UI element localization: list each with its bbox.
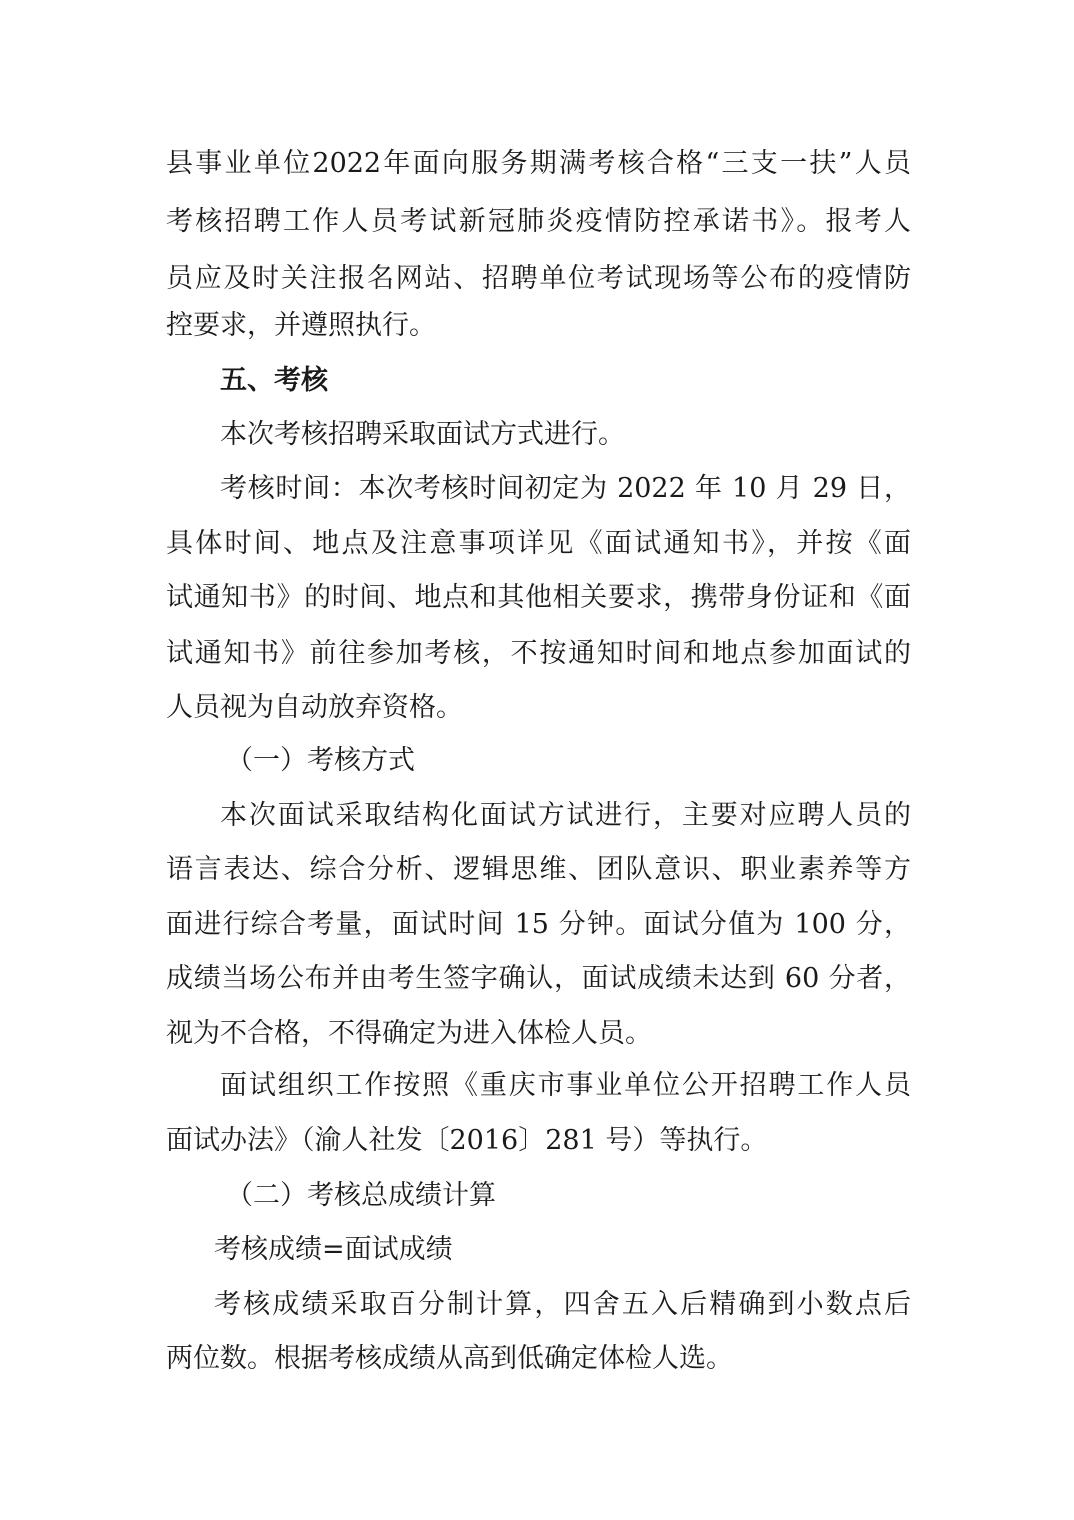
text-line: 面试办法》（渝人社发〔2016〕281 号）等执行。 [166, 1125, 768, 1156]
text-line: 语言表达、综合分析、逻辑思维、团队意识、职业素养等方 [166, 854, 911, 885]
text-line: 人员视为自动放弃资格。 [166, 692, 463, 723]
text-line: 面试组织工作按照《重庆市事业单位公开招聘工作人员 [220, 1070, 911, 1101]
text-line: 县事业单位2022年面向服务期满考核合格“三支一扶”人员 [166, 148, 911, 179]
text-line: 考核成绩采取百分制计算，四舍五入后精确到小数点后 [214, 1289, 911, 1320]
text-line: 考核成绩=面试成绩 [214, 1234, 453, 1265]
text-line: 本次考核招聘采取面试方式进行。 [220, 419, 625, 450]
text-line: 两位数。根据考核成绩从高到低确定体检人选。 [166, 1343, 733, 1374]
subsection-heading: （一）考核方式 [226, 745, 415, 776]
text-line: 试通知书》前往参加考核，不按通知时间和地点参加面试的 [166, 638, 911, 669]
text-line: 具体时间、地点及注意事项详见《面试通知书》，并按《面 [166, 528, 911, 559]
text-line: 控要求，并遵照执行。 [166, 310, 436, 341]
subsection-heading: （二）考核总成绩计算 [226, 1180, 496, 1211]
text-line: 考核时间：本次考核时间初定为 2022 年 10 月 29 日， [220, 473, 911, 504]
text-line: 员应及时关注报名网站、招聘单位考试现场等公布的疫情防 [166, 263, 911, 294]
text-line: 本次面试采取结构化面试方试进行，主要对应聘人员的 [220, 800, 911, 831]
text-line: 成绩当场公布并由考生签字确认，面试成绩未达到 60 分者， [166, 963, 911, 994]
text-line: 面进行综合考量，面试时间 15 分钟。面试分值为 100 分， [166, 909, 911, 940]
text-line: 视为不合格，不得确定为进入体检人员。 [166, 1018, 652, 1049]
section-heading: 五、考核 [220, 365, 328, 396]
text-line: 考核招聘工作人员考试新冠肺炎疫情防控承诺书》。报考人 [166, 206, 911, 237]
text-line: 试通知书》的时间、地点和其他相关要求，携带身份证和《面 [166, 582, 911, 613]
